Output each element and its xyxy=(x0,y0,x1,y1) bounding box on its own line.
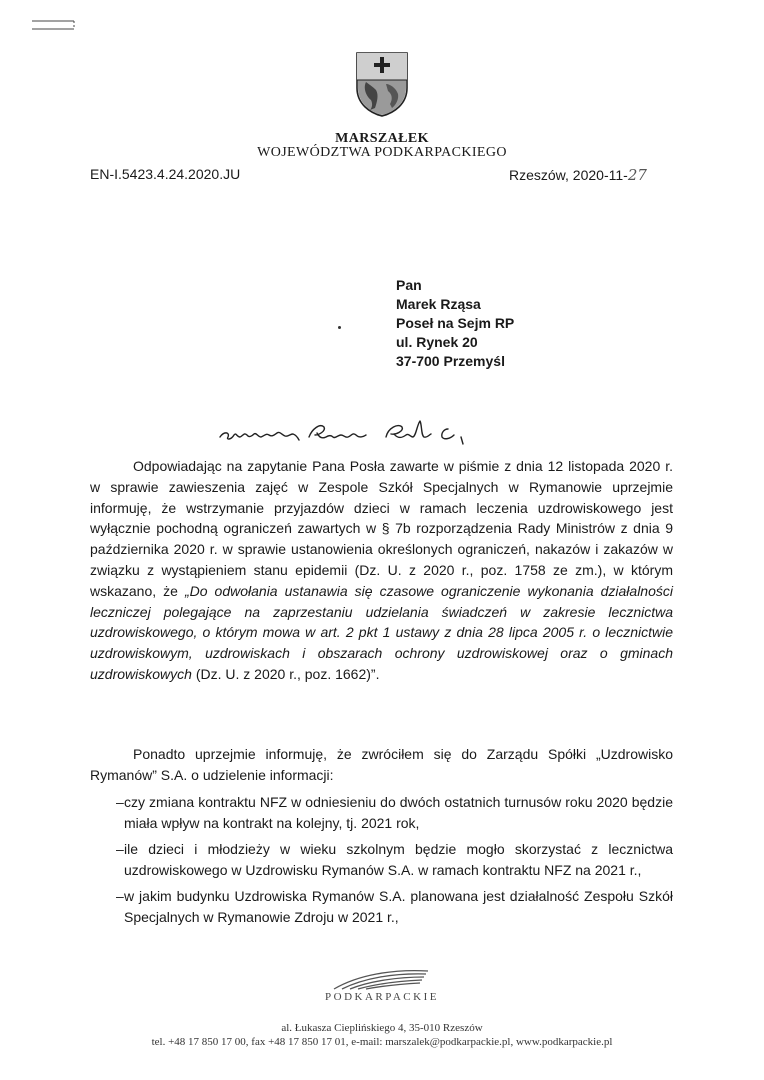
list-dash: – xyxy=(116,841,124,858)
footer-address: al. Łukasza Cieplińskiego 4, 35-010 Rzeszów xyxy=(281,1022,483,1034)
date-printed: Rzeszów, 2020-11- xyxy=(509,167,628,183)
issuer-title-line2: WOJEWÓDZTWA PODKARPACKIEGO xyxy=(257,145,507,160)
recipient-line: Poseł na Sejm RP xyxy=(396,315,515,331)
reference-number: EN-I.5423.4.24.2020.JU xyxy=(90,166,241,182)
paragraph-2: Ponadto uprzejmie informuję, że zwróciłem się do Zarządu Spółki „Uzdrowisko Rymanów” S.A. o udzielenie informacji: xyxy=(90,746,673,783)
corner-mark-icon xyxy=(30,18,76,32)
recipient-line: Marek Rząsa xyxy=(396,296,481,312)
list-item-text: ile dzieci i młodzieży w wieku szkolnym będzie mogło skorzystać z lecznictwa uzdrowiskowego w Uzdrowisku Rymanów S.A. w ramach kontraktu NFZ na 2021 r., xyxy=(124,841,673,878)
recipient-line: Pan xyxy=(396,277,422,293)
date-line xyxy=(509,166,647,184)
recipient-line: ul. Rynek 20 xyxy=(396,334,478,350)
list-item xyxy=(90,839,673,881)
list-dash: – xyxy=(116,888,124,905)
quoted-regulation: „Do odwołania ustanawia się czasowe ograniczenie wykonania działalności leczniczej polegające na zaprzestaniu udzielania świadczeń w zakresie lecznictwa uzdrowiskowego, o którym mowa w art. 2 pkt 1 ustawy z dnia 28 lipca 2005 r. o lecznictwie uzdrowiskowym, uzdrowiskach i obszarach ochrony uzdrowiskowej oraz o gminach uzdrowiskowych xyxy=(90,582,673,682)
issuer-title-line1: MARSZAŁEK xyxy=(335,131,429,146)
podkarpackie-logo xyxy=(300,965,464,1009)
coat-of-arms-icon xyxy=(354,50,410,118)
list-item xyxy=(90,886,673,928)
handwritten-salutation xyxy=(216,413,516,453)
list-item-text: w jakim budynku Uzdrowiska Rymanów S.A. planowana jest działalność Zespołu Szkół Specjalnych w Rymanowie Zdroju w 2021 r., xyxy=(124,888,673,926)
paragraph-1 xyxy=(90,456,673,685)
stray-dot xyxy=(338,326,341,329)
footer-contact: tel. +48 17 850 17 00, fax +48 17 850 17 01, e-mail: marszalek@podkarpackie.pl, www.podkarpackie.pl xyxy=(151,1036,613,1048)
paragraph-1-text: Odpowiadając na zapytanie Pana Posła zawarte w piśmie z dnia 12 listopada 2020 r. w sprawie zawieszenia zajęć w Zespole Szkół Specjalnych w Rymanowie uprzejmie informuję, że wstrzymanie przyjazdów dzieci w ramach leczenia uzdrowiskowego jest wyłącznie pochodną ograniczeń zawartych w § 7b rozporządzenia Rady Ministrów z dnia 9 października 2020 r. w sprawie ustanowienia określonych ograniczeń, nakazów i zakazów w związku z wystąpieniem stanu epidemii (Dz. U. z 2020 r., poz. 1758 ze zm.), w którym wskazano, że xyxy=(90,458,673,599)
question-list xyxy=(90,792,673,934)
paragraph-1-end: (Dz. U. z 2020 r., poz. 1662)”. xyxy=(191,665,380,682)
list-item-text: czy zmiana kontraktu NFZ w odniesieniu do dwóch ostatnich turnusów roku 2020 będzie miała wpływ na kontrakt na kolejny, tj. 2021 rok, xyxy=(124,794,673,831)
list-item xyxy=(90,792,673,834)
podkarpackie-logo-icon xyxy=(300,965,464,991)
logo-text: PODKARPACKIE xyxy=(325,991,439,1003)
list-dash: – xyxy=(116,794,124,810)
date-handwritten-day: 27 xyxy=(627,166,647,184)
recipient-address xyxy=(396,276,514,371)
recipient-line: 37-700 Przemyśl xyxy=(396,353,505,369)
